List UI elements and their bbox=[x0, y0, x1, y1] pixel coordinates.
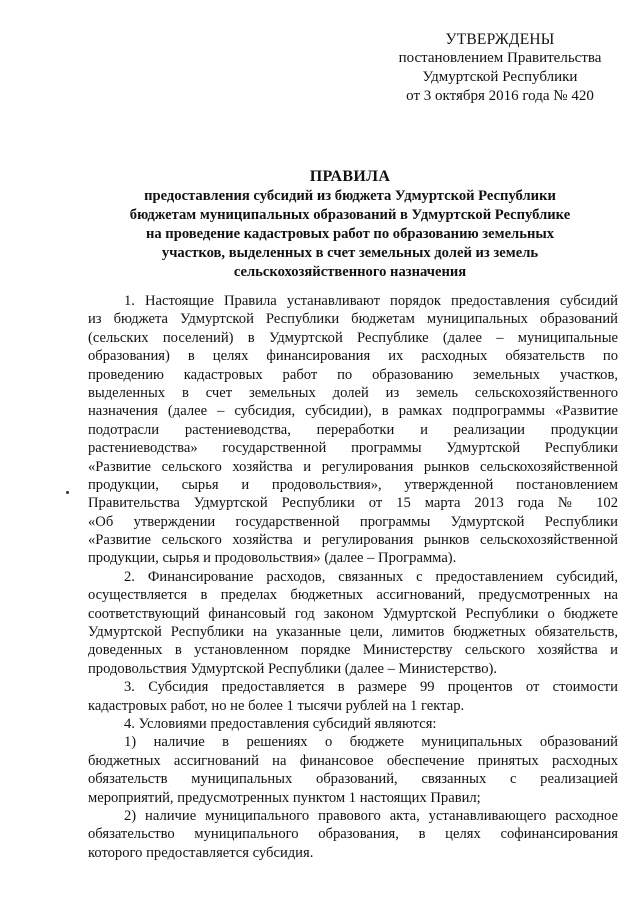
body-line: мероприятий, предусмотренных пунктом 1 настоящих Правил; bbox=[88, 789, 481, 806]
approval-line: постановлением Правительства bbox=[398, 50, 602, 66]
document-title-block bbox=[80, 166, 620, 282]
body-line: проведению кадастровых работ по образованию земельных участков, bbox=[88, 366, 618, 383]
body-line: 4. Условиями предоставления субсидий являются: bbox=[124, 715, 437, 732]
title-line: сельскохозяйственного назначения bbox=[233, 263, 467, 280]
body-line: Правительства Удмуртской Республики от 15 марта 2013 года № 102 bbox=[88, 495, 618, 512]
body-line: соответствующий финансовый год законом Удмуртской Республики о бюджете bbox=[88, 605, 618, 622]
body-line: «Об утверждении государственной программы Удмуртской Республики bbox=[88, 513, 618, 530]
title-line: бюджетам муниципальных образований в Удмуртской Республике bbox=[129, 206, 571, 223]
body-line: выделенных в счет земельных долей из земель сельскохозяйственного bbox=[88, 384, 618, 401]
body-line: кадастровых работ, но не более 1 тысячи рублей на 1 гектар. bbox=[88, 697, 465, 714]
approval-heading: УТВЕРЖДЕНЫ bbox=[445, 31, 555, 48]
body-line: которого предоставляется субсидия. bbox=[88, 844, 314, 861]
body-line: осуществляется в пределах бюджетных ассигнований, предусмотренных на bbox=[88, 587, 618, 604]
body-line: из бюджета Удмуртской Республики бюджетам муниципальных образований bbox=[88, 311, 618, 328]
body-line: образования) в целях финансирования их расходных обязательств по bbox=[88, 348, 618, 365]
body-line: «Развитие сельского хозяйства и регулирования рынков сельскохозяйственной bbox=[88, 458, 618, 475]
body-line: обязательств муниципальных образований, связанных с реализацией bbox=[88, 771, 618, 788]
approval-line: от 3 октября 2016 года № 420 bbox=[406, 88, 594, 104]
approval-line: Удмуртской Республики bbox=[422, 69, 578, 85]
body-line: бюджетных ассигнований на финансовое обеспечение принятых расходных bbox=[88, 752, 618, 769]
title-line: участков, выделенных в счет земельных долей из земель bbox=[161, 244, 539, 261]
document-body bbox=[88, 292, 618, 862]
approval-block bbox=[380, 30, 620, 106]
body-line: 2. Финансирование расходов, связанных с предоставлением субсидий, bbox=[124, 568, 618, 585]
document-title: ПРАВИЛА bbox=[309, 168, 391, 185]
body-line: продукции, сырья и продовольствия», утвержденной постановлением bbox=[88, 476, 618, 493]
body-line: растениеводства» государственной программы Удмуртской Республики bbox=[88, 440, 618, 457]
body-line: Удмуртской Республики на указанные цели, лимитов бюджетных обязательств, bbox=[88, 624, 618, 641]
body-line: 2) наличие муниципального правового акта, устанавливающего расходное bbox=[124, 807, 618, 824]
title-line: предоставления субсидий из бюджета Удмуртской Республики bbox=[144, 188, 556, 204]
body-line: назначения (далее – субсидия, субсидии), в рамках подпрограммы «Развитие bbox=[88, 403, 618, 420]
body-line: 1. Настоящие Правила устанавливают порядок предоставления субсидий bbox=[124, 293, 618, 309]
body-line: 1) наличие в решениях о бюджете муниципальных образований bbox=[124, 734, 618, 751]
body-line: продовольствия Удмуртской Республики (далее – Министерство). bbox=[88, 660, 498, 677]
body-line: подотрасли растениеводства, переработки и реализации продукции bbox=[88, 421, 618, 438]
body-line: доведенных в установленном порядке Министерству сельского хозяйства и bbox=[88, 642, 618, 659]
body-line: продукции, сырья и продовольствия» (далее – Программа). bbox=[88, 550, 457, 567]
body-line: «Развитие сельского хозяйства и регулирования рынков сельскохозяйственной bbox=[88, 532, 618, 549]
body-line: обязательство муниципального образования, в целях софинансирования bbox=[88, 826, 618, 843]
body-line: (сельских поселений) в Удмуртской Республике (далее – муниципальные bbox=[88, 329, 618, 346]
body-line: 3. Субсидия предоставляется в размере 99 процентов от стоимости bbox=[124, 679, 618, 696]
scan-speck bbox=[66, 491, 69, 494]
title-line: на проведение кадастровых работ по образованию земельных bbox=[145, 225, 555, 242]
